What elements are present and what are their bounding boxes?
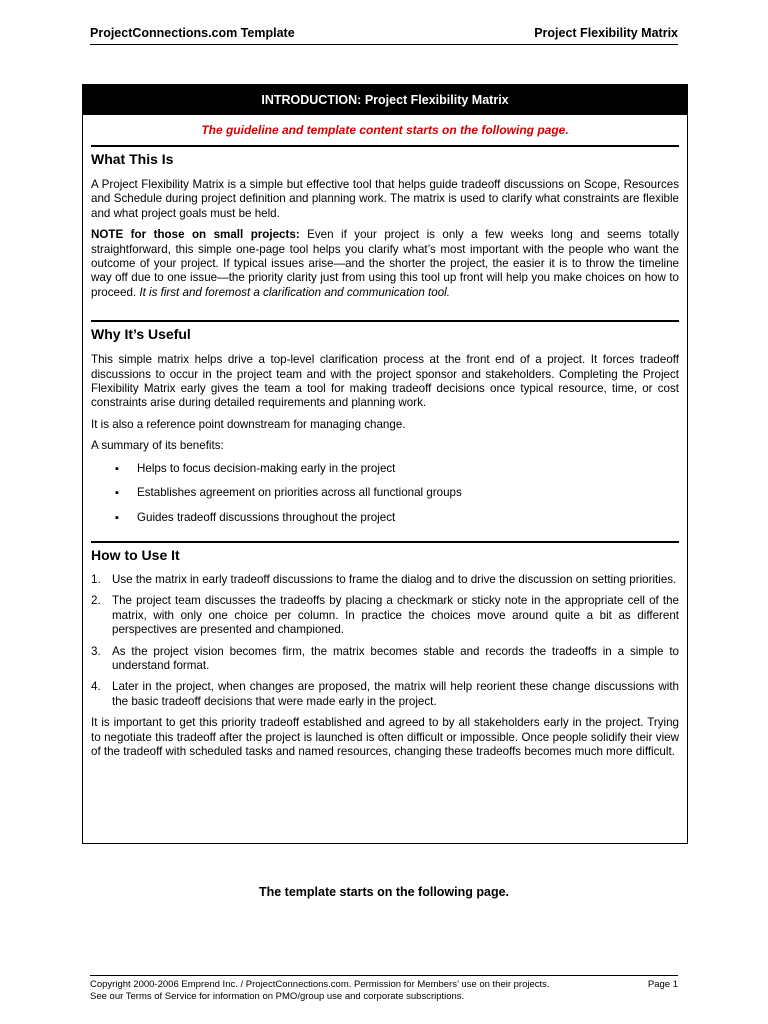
note-label: NOTE for those on small projects: [91, 228, 300, 242]
list-item: ▪ Guides tradeoff discussions throughout the project [115, 511, 679, 525]
note-paragraph [91, 228, 679, 300]
header-right-title: Project Flexibility Matrix [534, 26, 678, 40]
header-left-title: ProjectConnections.com Template [90, 26, 295, 40]
list-item: 2. The project team discusses the tradeoffs by placing a checkmark or sticky note in the appropriate cell of the matrix, with only one choice per column. In practice the choices move around quite a bit as different perspectives are presented and championed. [91, 594, 679, 637]
note-text: Even if your project is only a few weeks long and seems totally straightforward, this simple one-page tool helps you clarify what’s most important with the people who want the outcome of your project. If typical issues arise—and the shorter the project, the easier it is to throw the timeline way off due to one issue—the priority clarity just from using this tool up front will help you make choices on how to proceed. [91, 228, 679, 299]
list-item: 3. As the project vision becomes firm, the matrix becomes stable and records the tradeoffs in a simple to understand format. [91, 644, 679, 672]
why-useful-section [83, 320, 687, 525]
paragraph: It is important to get this priority tradeoff established and agreed to by all stakeholders early in the project. Trying to negotiate this tradeoff after the project is launched is often difficult or impossible. Once people solidify their view of the tradeoff with scheduled tasks and named resources, changing these tradeoffs becomes much more difficult. [91, 716, 679, 758]
introduction-box [82, 84, 688, 844]
benefits-list [91, 462, 679, 525]
terms-text: See our Terms of Service for information on PMO/group use and corporate subscriptions. [90, 990, 465, 1002]
list-item: ▪ Establishes agreement on priorities across all functional groups [115, 486, 679, 500]
paragraph: A Project Flexibility Matrix is a simple but effective tool that helps guide tradeoff discussions on Scope, Resources and Schedule during project definition and planning work. The matrix is used to clarify what constraints are flexible and what project goals must be held. [91, 178, 679, 220]
paragraph: A summary of its benefits: [91, 439, 224, 453]
how-to-use-section [83, 541, 687, 759]
list-item: 1. Use the matrix in early tradeoff discussions to frame the dialog and to drive the discussion on setting priorities. [91, 572, 677, 586]
paragraph: It is also a reference point downstream for managing change. [91, 417, 406, 431]
steps-list [91, 573, 679, 709]
what-this-is-section [83, 145, 687, 300]
page-header [90, 26, 678, 45]
guideline-note: The guideline and template content starts on the following page. [201, 123, 569, 137]
list-item: ▪ Helps to focus decision-making early in the project [115, 462, 679, 476]
note-italic: It is first and foremost a clarification and communication tool. [139, 285, 450, 299]
page-number: Page 1 [647, 979, 678, 990]
template-starts-note: The template starts on the following page. [258, 885, 510, 899]
paragraph: This simple matrix helps drive a top-level clarification process at the front end of a project. It forces tradeoff discussions to occur in the project team and with the project sponsor and stakeholders. Completing the Project Flexibility Matrix early gives the team a tool for making tradeoff decisions once typical resource, time, or cost constraints arise during detailed requirements and planning work. [91, 353, 679, 410]
page-footer [90, 975, 678, 1002]
section-title: How to Use It [91, 541, 679, 567]
section-title: What This Is [91, 145, 679, 171]
list-item: 4. Later in the project, when changes are proposed, the matrix will help reorient these change discussions with the basic tradeoff decisions that were made early in the project. [91, 680, 679, 708]
intro-title-bar: INTRODUCTION: Project Flexibility Matrix [83, 85, 687, 115]
copyright-text: Copyright 2000-2006 Emprend Inc. / ProjectConnections.com. Permission for Members’ use on their projects. [90, 979, 550, 990]
section-title: Why It’s Useful [91, 320, 679, 346]
